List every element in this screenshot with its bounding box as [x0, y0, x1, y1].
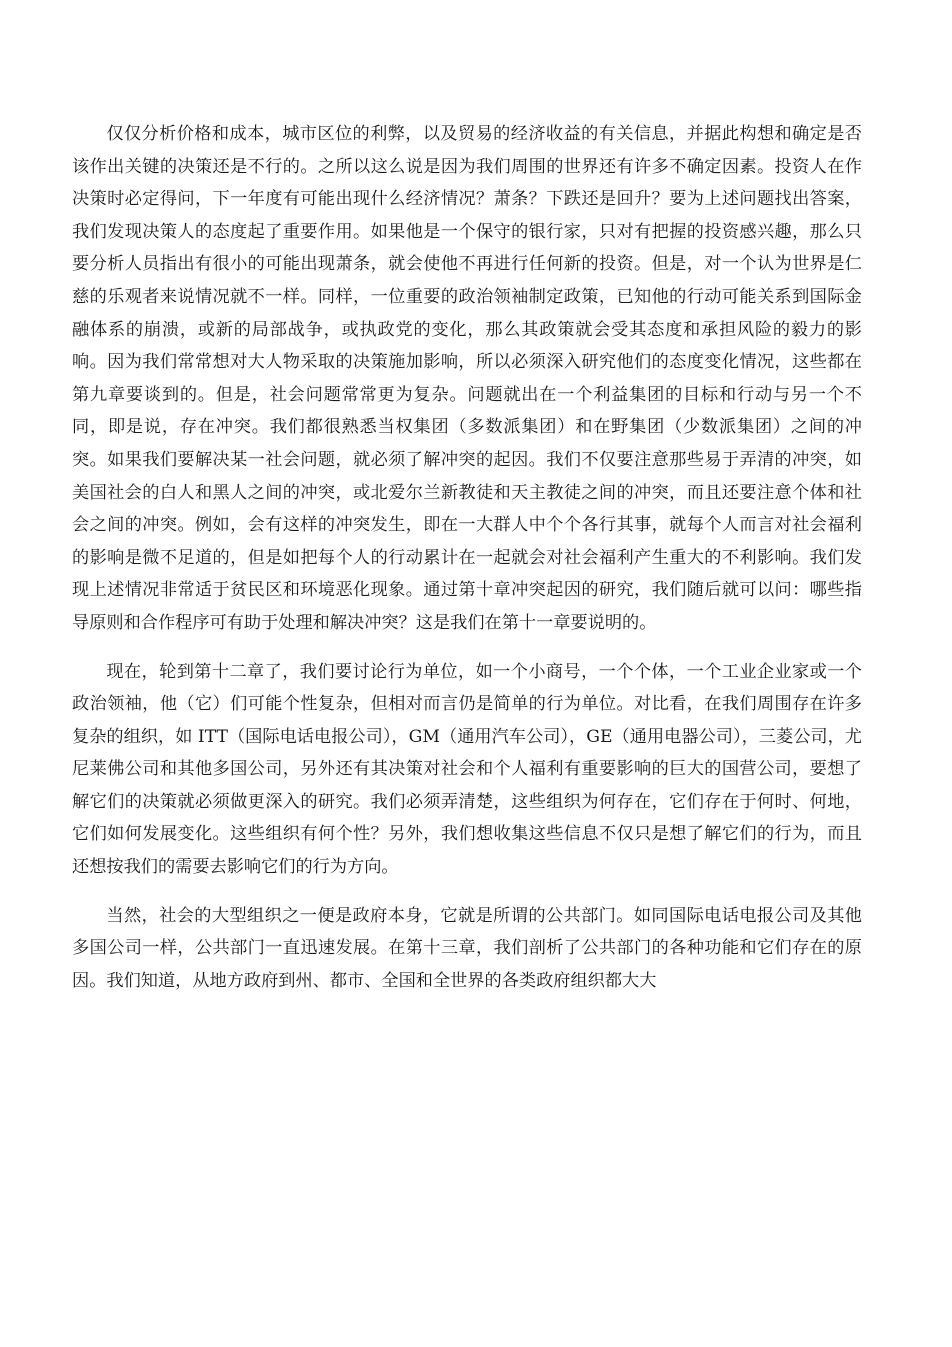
body-paragraph-1: 仅仅分析价格和成本，城市区位的利弊，以及贸易的经济收益的有关信息，并据此构想和确定是否该作出关键的决策还是不行的。之所以这么说是因为我们周围的世界还有许多不确定因素。投资人在作决策时必定得问，下一年度有可能出现什么经济情况？萧条？下跌还是回升？要为上述问题找出答案，我们发现决策人的态度起了重要作用。如果他是一个保守的银行家，只对有把握的投资感兴趣，那么只要分析人员指出有很小的可能出现萧条，就会使他不再进行任何新的投资。但是，对一个认为世界是仁慈的乐观者来说情况就不一样。同样，一位重要的政治领袖制定政策，已知他的行动可能关系到国际金融体系的崩溃，或新的局部战争，或执政党的变化，那么其政策就会受其态度和承担风险的毅力的影响。因为我们常常想对大人物采取的决策施加影响，所以必须深入研究他们的态度变化情况，这些都在第九章要谈到的。但是，社会问题常常更为复杂。问题就出在一个利益集团的目标和行动与另一个不同，即是说，存在冲突。我们都很熟悉当权集团（多数派集团）和在野集团（少数派集团）之间的冲突。如果我们要解决某一社会问题，就必须了解冲突的起因。我们不仅要注意那些易于弄清的冲突，如美国社会的白人和黑人之间的冲突，或北爱尔兰新教徒和天主教徒之间的冲突，而且还要注意个体和社会之间的冲突。例如，会有这样的冲突发生，即在一大群人中个个各行其事，就每个人而言对社会福利的影响是微不足道的，但是如把每个人的行动累计在一起就会对社会福利产生重大的不利影响。我们发现上述情况非常适于贫民区和环境恶化现象。通过第十章冲突起因的研究，我们随后就可以问：哪些指导原则和合作程序可有助于处理和解决冲突？这是我们在第十一章要说明的。: [72, 124, 862, 633]
body-paragraph-2: 现在，轮到第十二章了，我们要讨论行为单位，如一个小商号，一个个体，一个工业企业家或一个政治领袖，他（它）们可能个性复杂，但相对而言仍是简单的行为单位。对比看，在我们周围存在许多复杂的组织，如 ITT（国际电话电报公司），GM（通用汽车公司），GE（通用电器公司），三菱公司，尤尼莱佛公司和其他多国公司，另外还有其决策对社会和个人福利有重要影响的巨大的国营公司，要想了解它们的决策就必须做更深入的研究。我们必须弄清楚，这些组织为何存在，它们存在于何时、何地，它们如何发展变化。这些组织有何个性？另外，我们想收集这些信息不仅只是想了解它们的行为，而且还想按我们的需要去影响它们的行为方向。: [72, 661, 862, 878]
body-paragraph-3: 当然，社会的大型组织之一便是政府本身，它就是所谓的公共部门。如同国际电话电报公司及其他多国公司一样，公共部门一直迅速发展。在第十三章，我们剖析了公共部门的各种功能和它们存在的原因。我们知道，从地方政府到州、都市、全国和全世界的各类政府组织都大大: [72, 905, 862, 991]
document-page: [72, 118, 862, 997]
